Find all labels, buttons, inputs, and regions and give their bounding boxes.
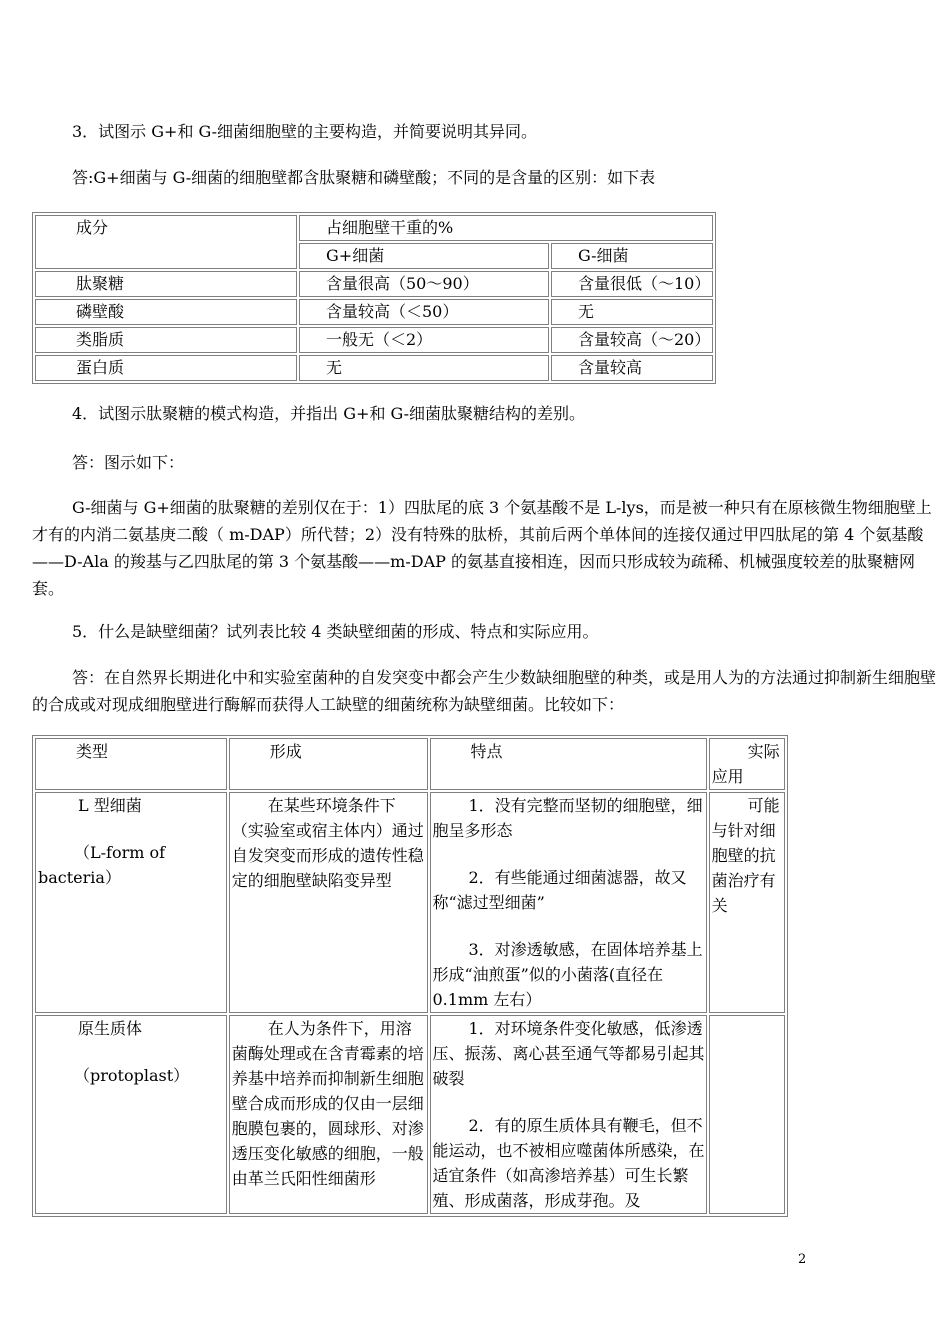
row-gneg: 含量较高 — [551, 355, 713, 381]
type-name: L 型细菌 — [78, 796, 142, 815]
formation-text: 在人为条件下，用溶菌酶处理或在含青霉素的培养基中培养而抑制新生细胞壁合成而形成的仅由一层细胞膜包裹的，圆球形、对渗透压变化敏感的细胞，一般由革兰氏阳性细菌形 — [231, 1019, 424, 1188]
type-en: （L-form of bacteria） — [38, 843, 166, 887]
composition-table — [32, 212, 716, 384]
application-text: 可能与针对细胞壁的抗菌治疗有关 — [711, 796, 780, 915]
table-row — [35, 1015, 785, 1214]
row-gneg: 无 — [551, 299, 713, 325]
row-gneg: 含量很低（～10） — [551, 271, 713, 297]
type-en: （protoplast） — [74, 1066, 190, 1085]
row-gpos: 无 — [299, 355, 549, 381]
question-3: 3．试图示 G+和 G-细菌细胞壁的主要构造，并简要说明其异同。 — [72, 122, 538, 141]
header-component: 成分 — [35, 215, 297, 269]
header-formation: 形成 — [229, 738, 428, 790]
page-number: 2 — [798, 1252, 807, 1267]
feature-item: 2．有些能通过细菌滤器，故又称“滤过型细菌” — [432, 868, 687, 912]
header-application: 实际应用 — [709, 738, 785, 790]
answer-3: 答:G+细菌与 G-细菌的细胞壁都含肽聚糖和磷壁酸；不同的是含量的区别：如下表 — [72, 168, 656, 187]
feature-item: 3．对渗透敏感，在固体培养基上形成“油煎蛋”似的小菌落(直径在 0.1mm 左右） — [432, 940, 703, 1009]
row-gpos: 含量很高（50～90） — [299, 271, 549, 297]
formation-text: 在某些环境条件下（实验室或宿主体内）通过自发突变而形成的遗传性稳定的细胞壁缺陷变异型 — [231, 796, 424, 890]
feature-item: 1．对环境条件变化敏感，低渗透压、振荡、离心甚至通气等都易引起其破裂 — [432, 1019, 705, 1088]
type-name: 原生质体 — [78, 1019, 143, 1038]
answer-5: 答：在自然界长期进化中和实验室菌种的自发突变中都会产生少数缺细胞壁的种类，或是用人为的方法通过抑制新生细胞壁的合成或对现成细胞壁进行酶解而获得人工缺壁的细菌统称为缺壁细菌。比较如下： — [32, 668, 937, 714]
header-type: 类型 — [35, 738, 227, 790]
question-5: 5．什么是缺壁细菌？试列表比较 4 类缺壁细菌的形成、特点和实际应用。 — [72, 622, 599, 641]
table-row — [35, 299, 713, 325]
row-name: 蛋白质 — [35, 355, 297, 381]
answer-4: 答：图示如下： — [72, 453, 185, 472]
header-gneg: G-细菌 — [551, 243, 713, 269]
answer-4-body: G-细菌与 G+细菌的肽聚糖的差别仅在于：1）四肽尾的底 3 个氨基酸不是 L-lys，而是被一种只有在原核微生物细胞壁上才有的内消二氨基庚二酸（ m-DAP）所代替；2）没有特殊的肽桥，其前后两个单体间的连接仅通过甲四肽尾的第 4 个氨基酸——D-Ala 的羧基与乙四肽尾的第 3 个氨基酸——m-DAP 的氨基直接相连，因而只形成较为疏稀、机械强度较差的肽聚糖网套。 — [32, 498, 932, 598]
table-row — [35, 792, 785, 1013]
row-gneg: 含量较高（～20） — [551, 327, 713, 353]
row-name: 肽聚糖 — [35, 271, 297, 297]
header-features: 特点 — [430, 738, 707, 790]
feature-item: 1．没有完整而坚韧的细胞壁，细胞呈多形态 — [432, 796, 703, 840]
table-row — [35, 327, 713, 353]
feature-item: 2．有的原生质体具有鞭毛，但不能运动，也不被相应噬菌体所感染，在适宜条件（如高渗培养基）可生长繁殖、形成菌落，形成芽孢。及 — [432, 1116, 705, 1210]
row-gpos: 含量较高（＜50） — [299, 299, 549, 325]
header-percent: 占细胞壁干重的% — [299, 215, 713, 241]
header-gpos: G+细菌 — [299, 243, 549, 269]
table-row — [35, 271, 713, 297]
row-gpos: 一般无（＜2） — [299, 327, 549, 353]
question-4: 4．试图示肽聚糖的模式构造，并指出 G+和 G-细菌肽聚糖结构的差别。 — [72, 404, 586, 423]
cell-wall-deficient-table — [32, 735, 788, 1217]
row-name: 磷壁酸 — [35, 299, 297, 325]
row-name: 类脂质 — [35, 327, 297, 353]
table-row — [35, 355, 713, 381]
